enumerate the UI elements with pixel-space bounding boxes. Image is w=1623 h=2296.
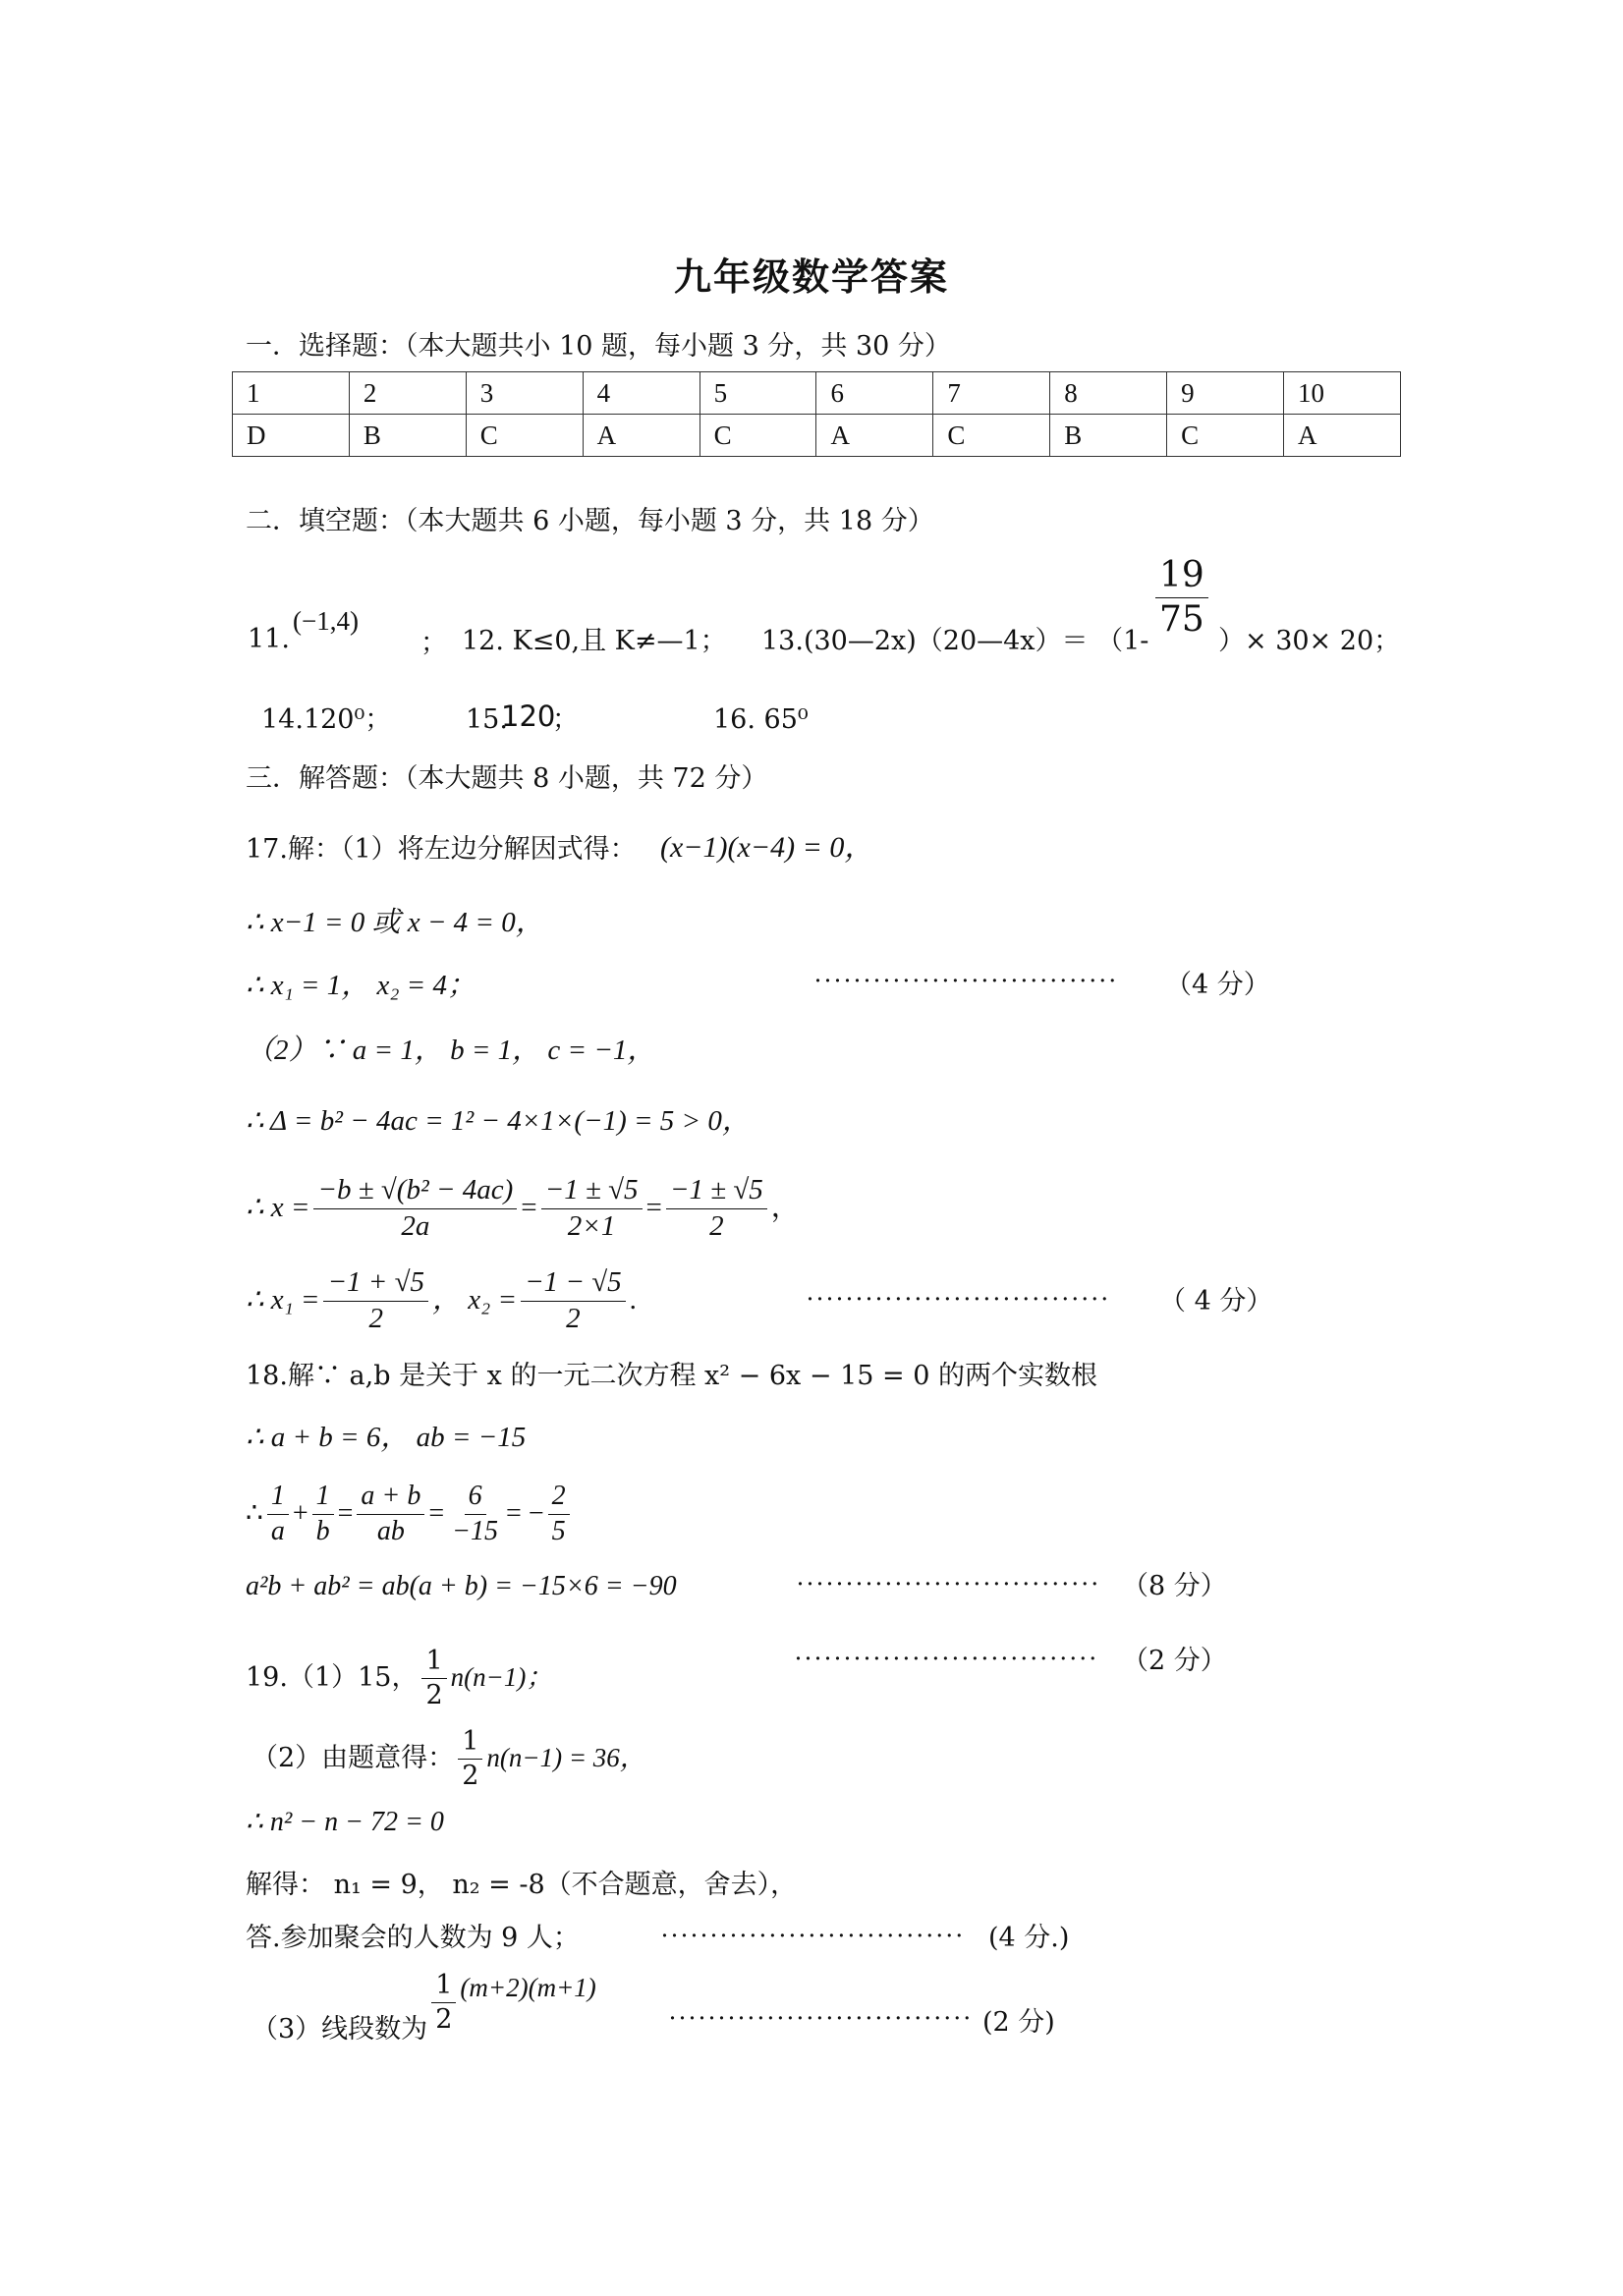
table-cell: C xyxy=(466,415,583,457)
dot-leader: ······························· xyxy=(796,1569,1100,1598)
q19-part2-intro: （2）由题意得： xyxy=(252,1743,455,1774)
table-cell: A xyxy=(583,415,700,457)
q17-quadratic-formula: ∴ x = $\frac{\text{−b ± √(b² − 4ac)}}{2a}$ = $\frac{-1 \pm √5}{2\times 1}$ = $\frac{-1 \pm √5}{2}$ ， xyxy=(246,1174,800,1242)
answer-table xyxy=(232,371,1401,457)
q19-part1 xyxy=(246,1647,552,1709)
fraction-denominator: 2×1 xyxy=(567,1209,616,1242)
dot-leader: ······························· xyxy=(794,1644,1098,1673)
table-cell: 10 xyxy=(1284,372,1401,415)
q19-expr1: n(n−1)； xyxy=(450,1662,553,1693)
q18-line4: a²b + ab² = ab(a + b) = −15×6 = −90 xyxy=(246,1571,677,1601)
fraction-numerator: 6 xyxy=(465,1482,486,1515)
q16-answer: 16. 65⁰ xyxy=(713,704,809,735)
q13-fraction xyxy=(1151,556,1212,639)
dot-leader: ······························· xyxy=(668,2003,973,2033)
q15-value: 120 xyxy=(501,700,556,733)
q18-intro: 18.解∵ a,b 是关于 x 的一元二次方程 x² − 6x − 15 = 0 的两个实数根 xyxy=(246,1361,1097,1391)
table-cell: 9 xyxy=(1167,372,1284,415)
fraction-numerator: 1 xyxy=(312,1482,334,1515)
q13-fraction-numerator: 19 xyxy=(1155,556,1208,598)
table-cell: B xyxy=(349,415,466,457)
q19-line5: 答.参加聚会的人数为 9 人； xyxy=(246,1923,580,1953)
table-cell: 8 xyxy=(1050,372,1167,415)
fraction-denominator: b xyxy=(315,1515,330,1546)
table-cell: 5 xyxy=(700,372,816,415)
fraction-denominator: 2 xyxy=(709,1209,724,1242)
table-cell: 2 xyxy=(349,372,466,415)
answer-table-answer-row xyxy=(233,415,1401,457)
q13-suffix: ）× 30× 20； xyxy=(1218,626,1401,656)
fraction-denominator: 2 xyxy=(368,1302,384,1334)
fraction-denominator: 2 xyxy=(435,2003,453,2035)
table-cell: 4 xyxy=(583,372,700,415)
q12-answer: 12. K≤0,且 K≠—1； xyxy=(462,626,727,656)
q19-part3-intro: （3）线段数为 xyxy=(252,2014,428,2045)
fraction-denominator: 2 xyxy=(462,1760,479,1791)
table-cell: A xyxy=(1284,415,1401,457)
table-cell: D xyxy=(233,415,350,457)
table-cell: C xyxy=(933,415,1050,457)
table-cell: B xyxy=(1050,415,1167,457)
q17-x2-prefix: ， x₂ = xyxy=(432,1284,518,1316)
section3-heading: 三．解答题：（本大题共 8 小题，共 72 分） xyxy=(246,763,768,794)
fraction-numerator: 2 xyxy=(548,1482,570,1515)
q15-label: 15. xyxy=(466,704,508,735)
fraction-numerator: −1 − √5 xyxy=(521,1267,626,1302)
q19-intro: 19.（1）15， xyxy=(246,1662,419,1694)
page-title: 九年级数学答案 xyxy=(673,255,949,299)
fraction-denominator: −15 xyxy=(452,1515,499,1546)
fraction-numerator: 1 xyxy=(458,1727,482,1760)
table-cell: A xyxy=(816,415,933,457)
fraction-numerator: −1 ± √5 xyxy=(541,1175,643,1209)
fraction-numerator: 1 xyxy=(421,1647,446,1679)
table-cell: 1 xyxy=(233,372,350,415)
q19-part3 xyxy=(252,1970,596,2045)
fraction-denominator: 2 xyxy=(566,1302,581,1334)
fraction-denominator: 2a xyxy=(401,1209,430,1242)
q19-expr3: (m+2)(m+1) xyxy=(460,1973,596,2003)
section2-heading: 二．填空题：（本大题共 6 小题，每小题 3 分，共 18 分） xyxy=(246,506,934,536)
q15-separator: ； xyxy=(552,704,579,735)
dot-leader: ······························· xyxy=(806,1284,1110,1314)
q17-roots: ∴ x₁ = $\frac{-1 + √5}{2}$ ， x₂ = $\frac{-1 - √5}{2}$ . xyxy=(246,1266,637,1334)
q18-line2: ∴ a + b = 6， ab = −15 xyxy=(246,1422,527,1453)
q17-discriminant: ∴ Δ = b² − 4ac = 1² − 4×1×(−1) = 5 > 0， xyxy=(246,1105,751,1137)
fraction-numerator: 1 xyxy=(267,1482,289,1515)
table-cell: 3 xyxy=(466,372,583,415)
answer-table-number-row xyxy=(233,372,1401,415)
fraction-denominator: ab xyxy=(376,1515,405,1546)
table-cell: 7 xyxy=(933,372,1050,415)
table-cell: C xyxy=(700,415,816,457)
score-label: (4 分.) xyxy=(988,1923,1070,1953)
q13-fraction-denominator: 75 xyxy=(1159,598,1204,640)
section1-heading: 一．选择题：（本大题共小 10 题，每小题 3 分，共 30 分） xyxy=(246,331,951,362)
score-label: （ 4 分） xyxy=(1159,1286,1273,1316)
q13-prefix: 13.(30—2x)（20—4x）＝ （1- xyxy=(761,626,1149,656)
fraction-numerator: a + b xyxy=(357,1482,424,1515)
q17-x-prefix: ∴ x = xyxy=(246,1192,310,1224)
q19-expr2: n(n−1) = 36， xyxy=(486,1743,646,1773)
fraction-numerator: −b ± √(b² − 4ac) xyxy=(313,1175,517,1209)
q17-part2-intro: （2）∵ a = 1， b = 1， c = −1， xyxy=(246,1035,656,1066)
dot-leader: ······························· xyxy=(660,1921,965,1950)
q18-fraction-line: ∴ $\frac{1}{a}$ + $\frac{1}{b}$ = $\frac{a + b}{ab}$ = $\frac{6}{-15}$ = − $\frac{2}{5}$ xyxy=(246,1482,574,1547)
q19-part2 xyxy=(252,1727,646,1790)
fraction-numerator: 1 xyxy=(431,1971,456,2003)
fraction-numerator: −1 + √5 xyxy=(323,1267,428,1302)
fraction-denominator: a xyxy=(270,1515,285,1546)
q17-x1-prefix: ∴ x₁ = xyxy=(246,1284,320,1316)
q11-label: 11. xyxy=(248,624,290,654)
score-label: (2 分) xyxy=(982,2007,1055,2038)
q17-line3: ∴ x₁ = 1， x₂ = 4； xyxy=(246,970,476,1001)
q11-answer: (−1,4) xyxy=(293,606,359,636)
q17-intro: 17.解：（1）将左边分解因式得： xyxy=(246,834,637,865)
fraction-denominator: 2 xyxy=(425,1679,443,1710)
score-label: （2 分） xyxy=(1122,1646,1227,1676)
score-label: （8 分） xyxy=(1122,1571,1227,1601)
table-cell: 6 xyxy=(816,372,933,415)
q17-factorization: (x−1)(x−4) = 0， xyxy=(660,831,874,864)
q11-separator: ； xyxy=(420,628,447,658)
fraction-numerator: −1 ± √5 xyxy=(666,1175,767,1209)
q14-answer: 14.120⁰； xyxy=(261,704,392,735)
table-cell: C xyxy=(1167,415,1284,457)
dot-leader: ······························· xyxy=(813,966,1118,995)
fraction-denominator: 5 xyxy=(551,1515,566,1546)
q19-line4: 解得： n₁ = 9， n₂ = -8（不合题意，舍去）， xyxy=(246,1870,798,1900)
q17-line2: ∴ x−1 = 0 或 x − 4 = 0， xyxy=(246,907,544,938)
score-label: （4 分） xyxy=(1165,970,1270,1000)
q19-line3: ∴ n² − n − 72 = 0 xyxy=(246,1807,444,1837)
